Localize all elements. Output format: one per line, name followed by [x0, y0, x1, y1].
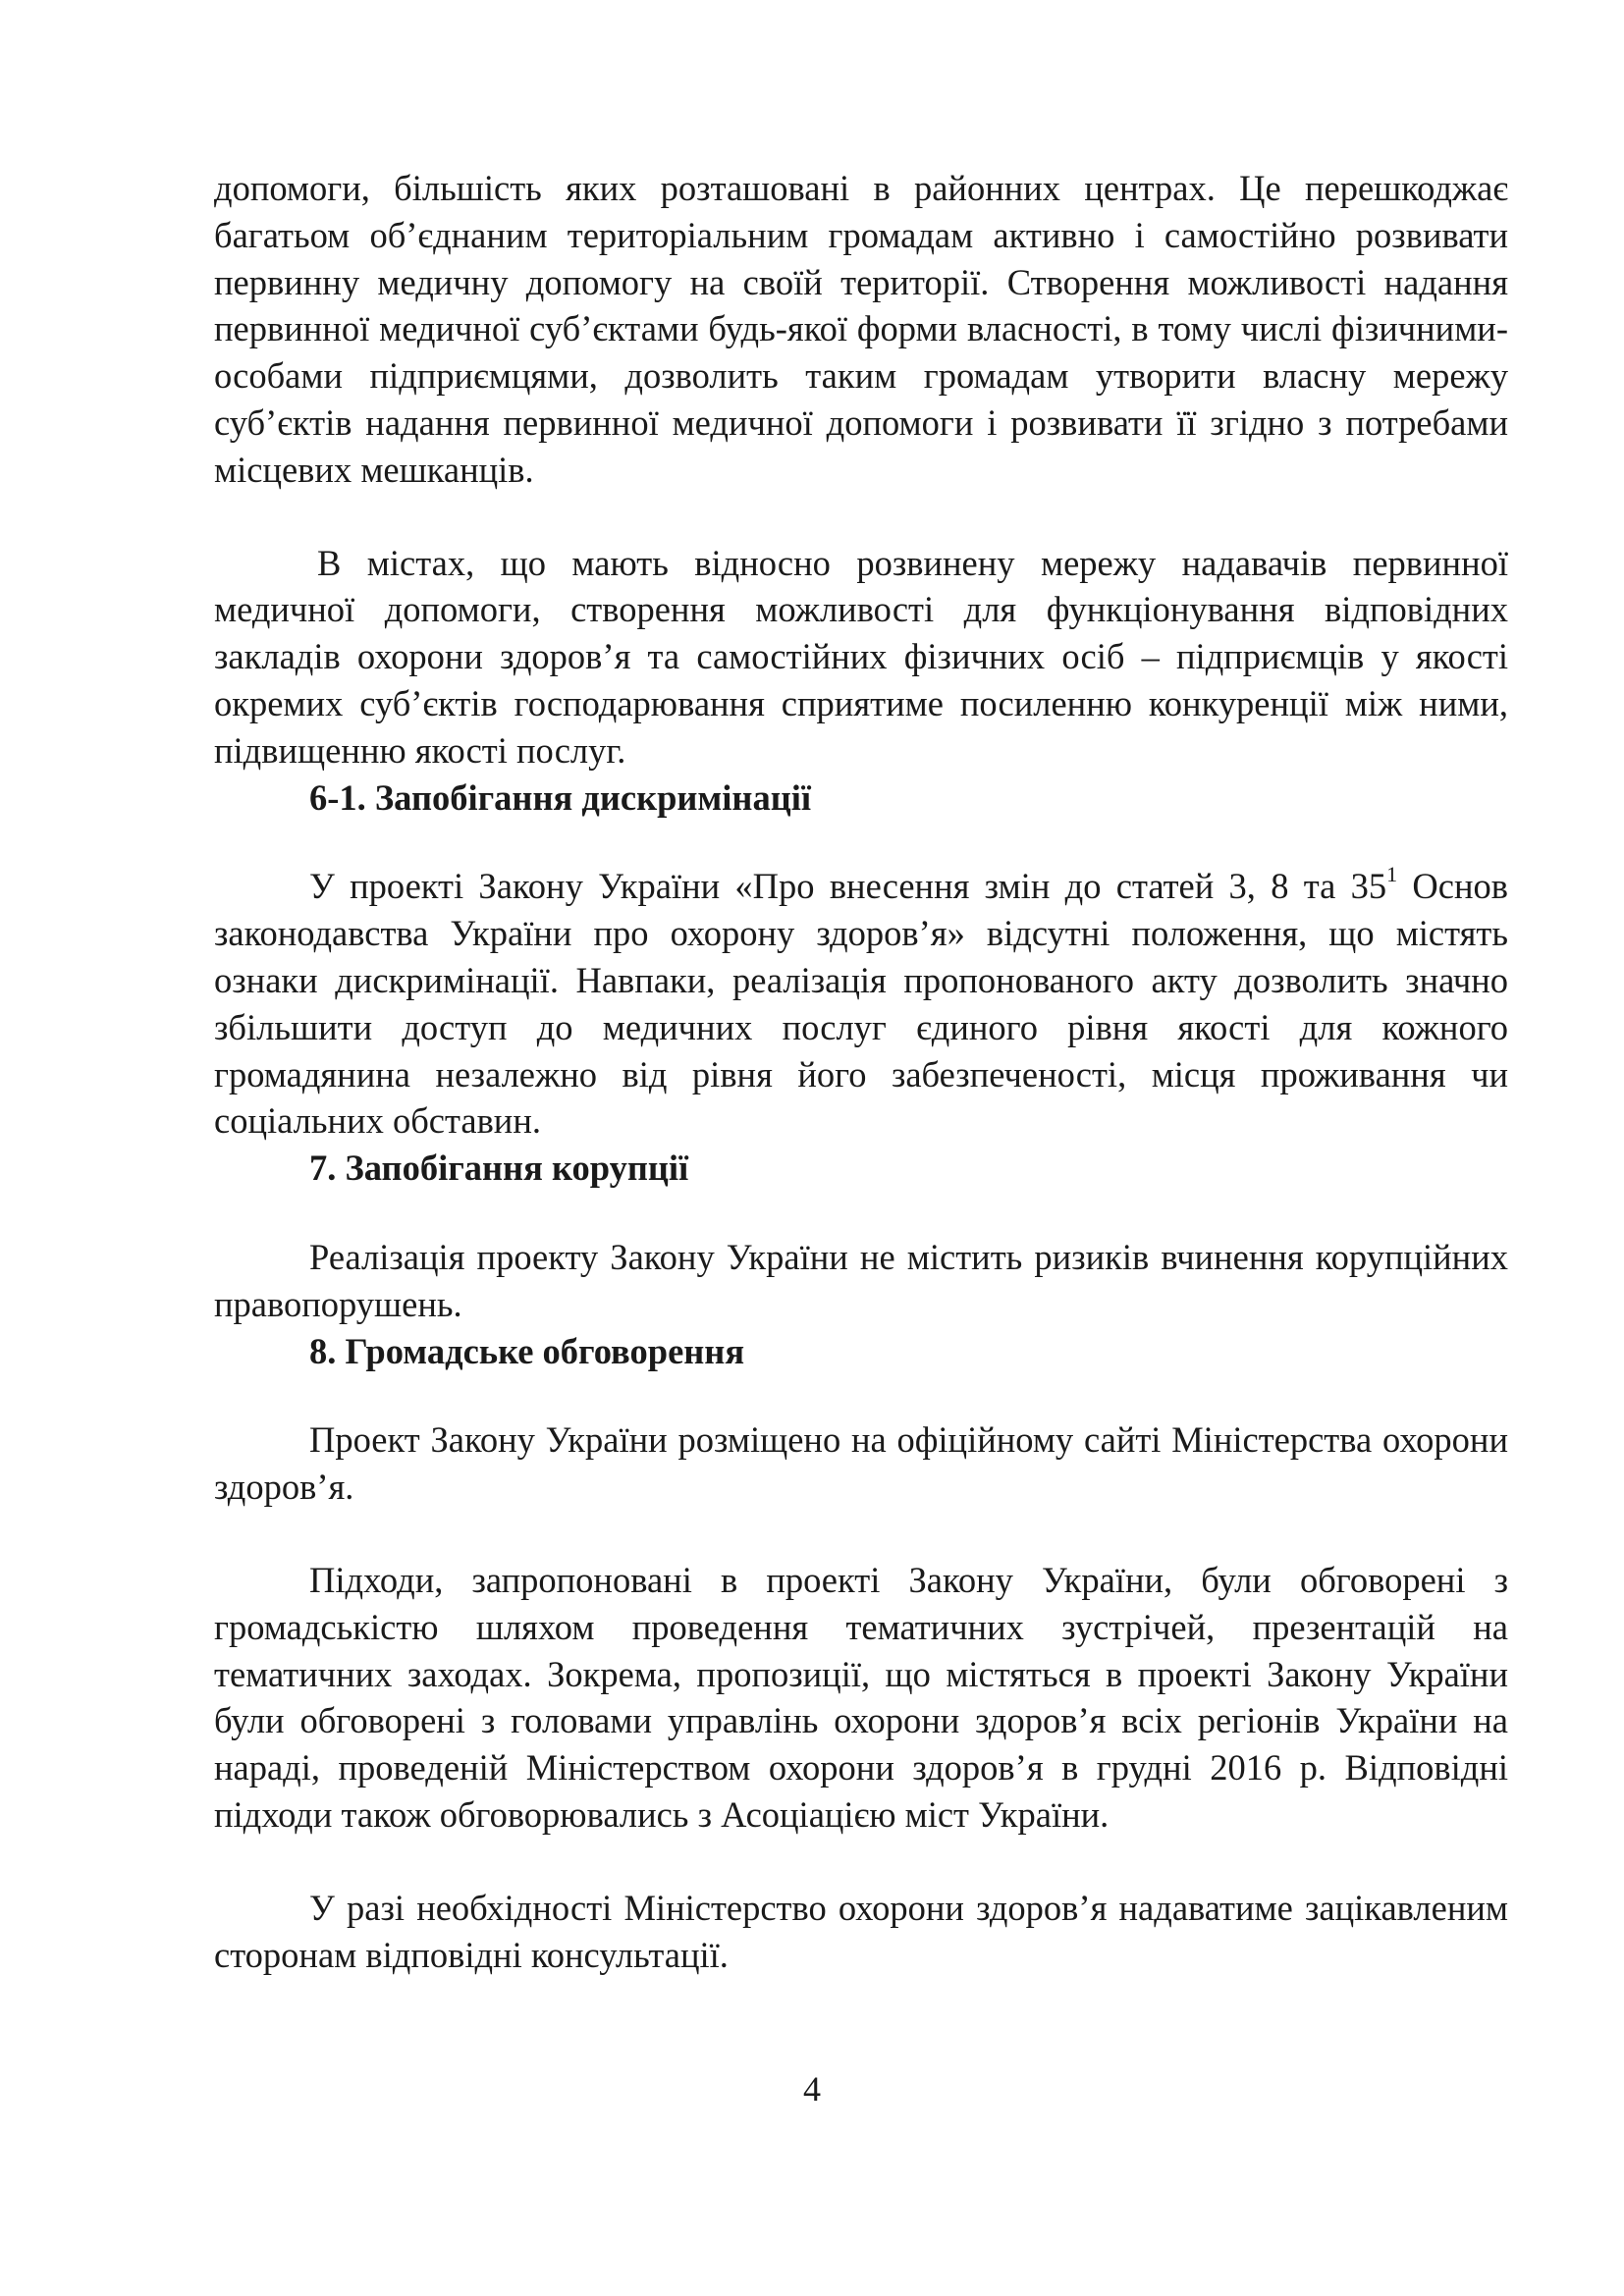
paragraph-publication: Проект Закону України розміщено на офіційному сайті Міністерства охорони здоров’я.: [214, 1419, 1508, 1508]
heading-public-discussion: 8. Громадське обговорення: [309, 1330, 745, 1371]
document-body: [214, 165, 1508, 1978]
page-number: 4: [803, 2069, 821, 2109]
paragraph-discrimination-rest: Основ законодавства України про охорону здоров’я» відсутні положення, що містять ознаки дискримінації. Навпаки, реалізація пропонованого акту дозволить значно збільшити доступ до медичних послуг єдиного рівня якості для кожного громадянина незалежно від рівня його забезпеченості, місця проживання чи соціальних обставин.: [214, 866, 1509, 1142]
paragraph-discrimination-start: У проекті Закону України «Про внесення змін до статей 3, 8 та 35: [309, 866, 1387, 907]
heading-corruption: 7. Запобігання корупції: [309, 1148, 689, 1189]
paragraph-discrimination: [214, 863, 1508, 1145]
paragraph-corruption: Реалізація проекту Закону України не містить ризиків вчинення корупційних правопорушень.: [214, 1236, 1508, 1324]
paragraph-approaches-discussed: Підходи, запропоновані в проекті Закону України, були обговорені з громадськістю шляхом проведення тематичних зустрічей, презентацій на тематичних заходах. Зокрема, пропозиції, що містяться в проекті Закону України були обговорені з головами управлінь охорони здоров’я всіх регіонів України на нараді, проведеній Міністерством охорони здоров’я в грудні 2016 р. Відповідні підходи також обговорювались з Асоціацією міст України.: [214, 1559, 1508, 1835]
heading-discrimination: 6-1. Запобігання дискримінації: [309, 776, 812, 818]
paragraph-consultations: У разі необхідності Міністерство охорони здоров’я надаватиме зацікавленим сторонам відповідні консультації.: [214, 1887, 1508, 1975]
paragraph-primary-care-communities: допомоги, більшість яких розташовані в районних центрах. Це перешкоджає багатьом об’єднаним територіальним громадам активно і самостійно розвивати первинну медичну допомогу на своїй території. Створення можливості надання первинної медичної суб’єктами будь-якої форми власності, в тому числі фізичними-особами підприємцями, дозволить таким громадам утворити власну мережу суб’єктів надання первинної медичної допомоги і розвивати її згідно з потребами місцевих мешканців.: [214, 168, 1508, 490]
article-superscript: 1: [1386, 862, 1398, 887]
paragraph-cities-competition: В містах, що мають відносно розвинену мережу надавачів первинної медичної допомоги, створення можливості для функціонування відповідних закладів охорони здоров’я та самостійних фізичних осіб – підприємців у якості окремих суб’єктів господарювання сприятиме посиленню конкуренції між ними, підвищенню якості послуг.: [214, 542, 1508, 771]
